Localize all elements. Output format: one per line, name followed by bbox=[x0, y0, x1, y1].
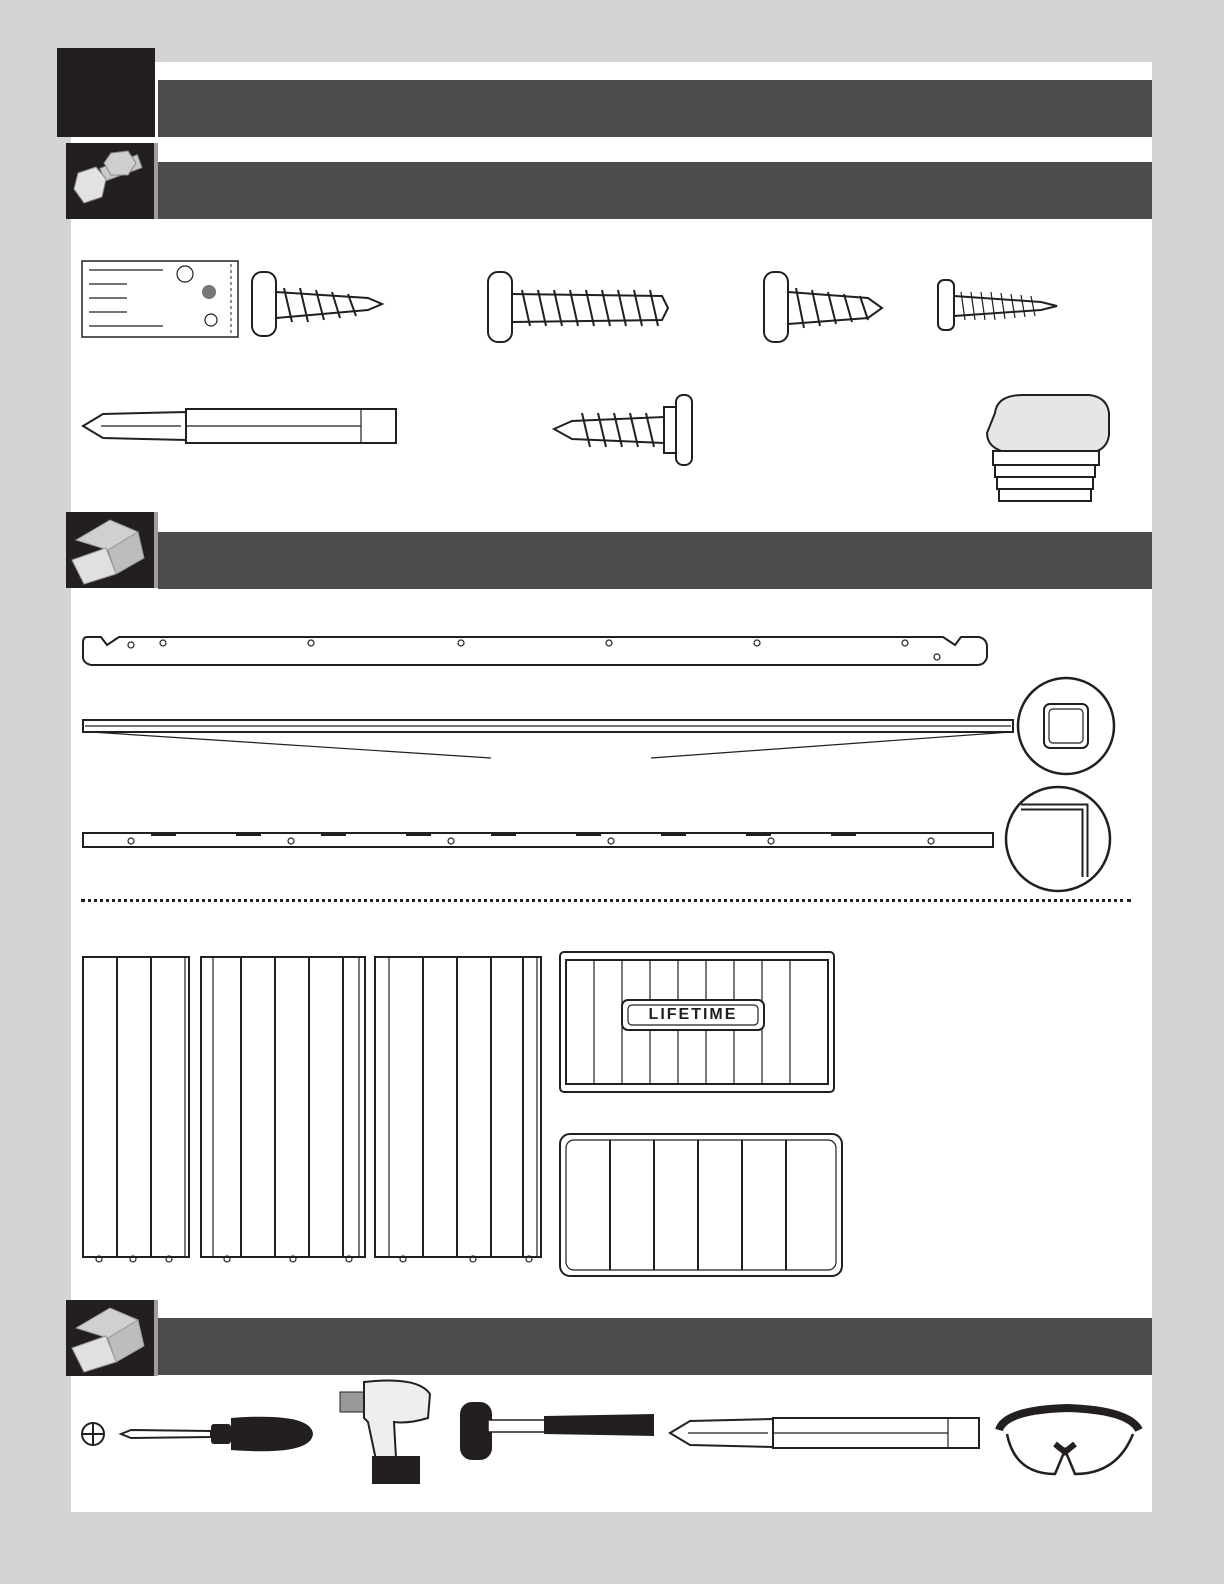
metal-bracket-icon bbox=[66, 1300, 154, 1376]
safety-glasses-icon bbox=[995, 1400, 1145, 1490]
wall-panel-wide-left bbox=[199, 955, 371, 1265]
hex-bolt-nut-icon bbox=[66, 143, 154, 219]
rubber-mallet-icon bbox=[458, 1400, 658, 1465]
header-bar bbox=[158, 80, 1152, 137]
parts-title-bar bbox=[158, 532, 1152, 589]
cordless-drill-icon bbox=[338, 1378, 433, 1488]
parts-icon-box bbox=[66, 512, 158, 588]
wall-panel-narrow bbox=[81, 955, 201, 1265]
lifetime-logo-text: LIFETIME bbox=[648, 1006, 738, 1023]
step-number-box bbox=[57, 48, 155, 137]
small-pan-head-screw-icon bbox=[937, 278, 1067, 338]
phillips-screwdriver-icon bbox=[81, 1412, 321, 1458]
hex-washer-head-screw-icon bbox=[552, 393, 702, 468]
hardware-icon-box bbox=[66, 143, 158, 219]
hardware-title-bar bbox=[158, 162, 1152, 219]
phillips-bit-icon bbox=[668, 1417, 988, 1457]
tools-title-bar bbox=[158, 1318, 1152, 1375]
phillips-driver-bit-icon bbox=[81, 406, 401, 446]
pan-head-screw-icon bbox=[250, 270, 390, 340]
metal-bracket-icon bbox=[66, 512, 154, 588]
roof-panel bbox=[558, 1130, 848, 1280]
pan-head-self-drill-screw-icon bbox=[762, 270, 892, 345]
square-end-cap-icon bbox=[983, 393, 1123, 503]
wall-panel-wide-right bbox=[373, 955, 549, 1265]
section-divider bbox=[81, 899, 1131, 902]
long-pan-head-screw-icon bbox=[486, 270, 676, 345]
long-brace-part bbox=[81, 635, 991, 671]
angle-rail-part bbox=[81, 785, 1131, 895]
hardware-card-icon bbox=[81, 260, 241, 340]
tools-icon-box bbox=[66, 1300, 158, 1376]
